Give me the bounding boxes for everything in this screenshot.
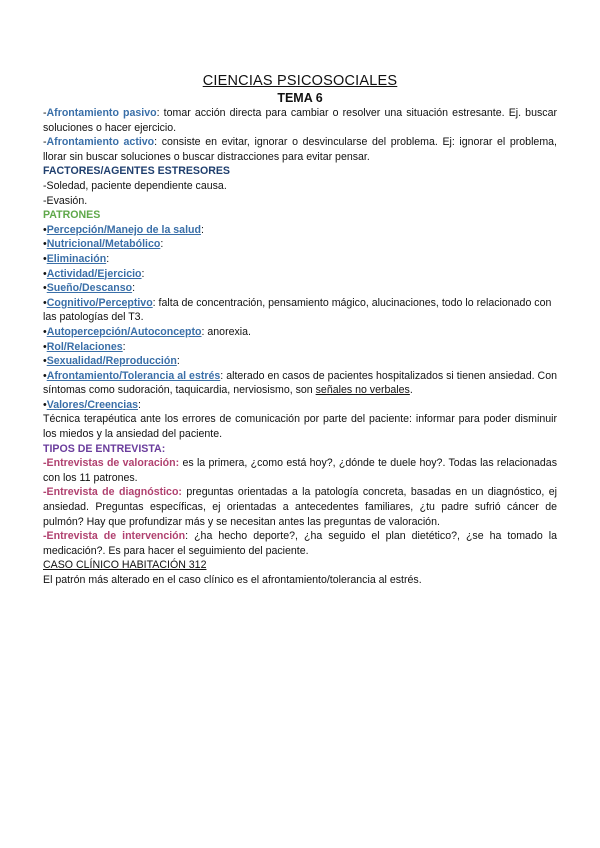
tipo-entrevista-item: -Entrevista de intervención: ¿ha hecho deporte?, ¿ha seguido el plan dietético?, ¿se ha tomado la medicación?. Es para hacer el seguimiento del paciente. [43, 530, 557, 557]
factores-item: -Soledad, paciente dependiente causa. [43, 179, 227, 192]
patron-label: Actividad/Ejercicio [46, 267, 142, 280]
factores-item: -Evasión. [43, 194, 88, 207]
patron-item: •Sexualidad/Reproducción: [43, 355, 180, 368]
tipo-entrevista-label: -Entrevista de diagnóstico: [43, 486, 182, 499]
patron-label: Sexualidad/Reproducción [46, 355, 177, 368]
afrontamiento-activo-text: : consiste en evitar, ignorar o desvincularse del problema. Ej: ignorar el problema, llorar sin buscar soluciones o buscar distracciones para evitar pensar. [43, 136, 557, 163]
valores-paragraph: Técnica terapéutica ante los errores de comunicación por parte del paciente: informar para poder disminuir los miedos y la ansiedad del paciente. [43, 413, 557, 441]
caso-clinico-heading: CASO CLÍNICO HABITACIÓN 312 [43, 559, 207, 572]
patron-label: Sueño/Descanso [46, 282, 133, 295]
patron-item: •Percepción/Manejo de la salud: [43, 223, 204, 236]
patron-label: Eliminación [46, 252, 107, 265]
patron-item: •Rol/Relaciones: [43, 340, 126, 353]
patron-item: •Eliminación: [43, 252, 110, 265]
afrontamiento-pasivo-paragraph: -Afrontamiento pasivo: tomar acción directa para cambiar o resolver una situación estresante. Ej. buscar soluciones o hacer ejercicio. [43, 107, 557, 134]
caso-clinico-text: El patrón más alterado en el caso clínico es el afrontamiento/tolerancia al estrés. [43, 574, 422, 586]
patron-item: •Autopercepción/Autoconcepto: anorexia. [43, 325, 251, 338]
tipo-entrevista-label: -Entrevista de intervención [43, 530, 186, 543]
patron-label: Afrontamiento/Tolerancia al estrés [46, 369, 221, 382]
tipo-entrevista-item: -Entrevista de diagnóstico: preguntas orientadas a la patología concreta, basadas en un diagnóstico, ej ansiedad. Preguntas específicas, ej orientadas a antecedentes familiares, ¿tu padre sufrió cáncer de pulmón? Hay que profundizar más y se necesitan antes las preguntas de valoración. [43, 486, 557, 528]
patron-label: Cognitivo/Perceptivo [46, 296, 153, 309]
afrontamiento-pasivo-text: : tomar acción directa para cambiar o resolver una situación estresante. Ej. buscar soluciones o hacer ejercicio. [43, 107, 557, 134]
tipos-heading: TIPOS DE ENTREVISTA: [43, 442, 166, 455]
senales-no-verbales: señales no verbales [315, 384, 410, 397]
patron-item: •Sueño/Descanso: [43, 282, 136, 295]
tipo-entrevista-item: -Entrevistas de valoración: es la primera, ¿como está hoy?, ¿dónde te duele hoy?. Todas las relacionadas con los 11 patrones. [43, 457, 557, 484]
patron-item: •Cognitivo/Perceptivo: falta de concentración, pensamiento mágico, alucinaciones, todo lo relacionado con las patologías del T3. [43, 296, 552, 324]
document-subtitle: TEMA 6 [277, 91, 323, 105]
afrontamiento-pasivo-label: Afrontamiento pasivo [46, 107, 157, 119]
patron-item: •Valores/Creencias: [43, 398, 141, 411]
patrones-heading: PATRONES [43, 209, 101, 222]
tipo-entrevista-label: -Entrevistas de valoración: [43, 457, 180, 470]
patron-label: Percepción/Manejo de la salud [46, 223, 201, 236]
patron-item: •Nutricional/Metabólico: [43, 238, 164, 251]
document-content [43, 72, 557, 588]
afrontamiento-activo-label: Afrontamiento activo [46, 136, 155, 149]
patron-label: Rol/Relaciones [46, 340, 123, 353]
patron-item: •Actividad/Ejercicio: [43, 267, 145, 280]
document-title: CIENCIAS PSICOSOCIALES [202, 73, 398, 89]
patron-label: Nutricional/Metabólico [46, 238, 161, 251]
factores-heading: FACTORES/AGENTES ESTRESORES [43, 165, 230, 178]
afrontamiento-activo-paragraph: -Afrontamiento activo: consiste en evitar, ignorar o desvincularse del problema. Ej: ignorar el problema, llorar sin buscar soluciones o buscar distracciones para evitar pensar. [43, 136, 557, 163]
patron-label: Valores/Creencias [46, 398, 139, 411]
patron-label: Autopercepción/Autoconcepto [46, 325, 202, 338]
patron-item: •Afrontamiento/Tolerancia al estrés: alterado en casos de pacientes hospitalizados si tienen ansiedad. Con síntomas como sudoración, taquicardia, nerviosismo, son señales no verbales. [43, 369, 557, 397]
